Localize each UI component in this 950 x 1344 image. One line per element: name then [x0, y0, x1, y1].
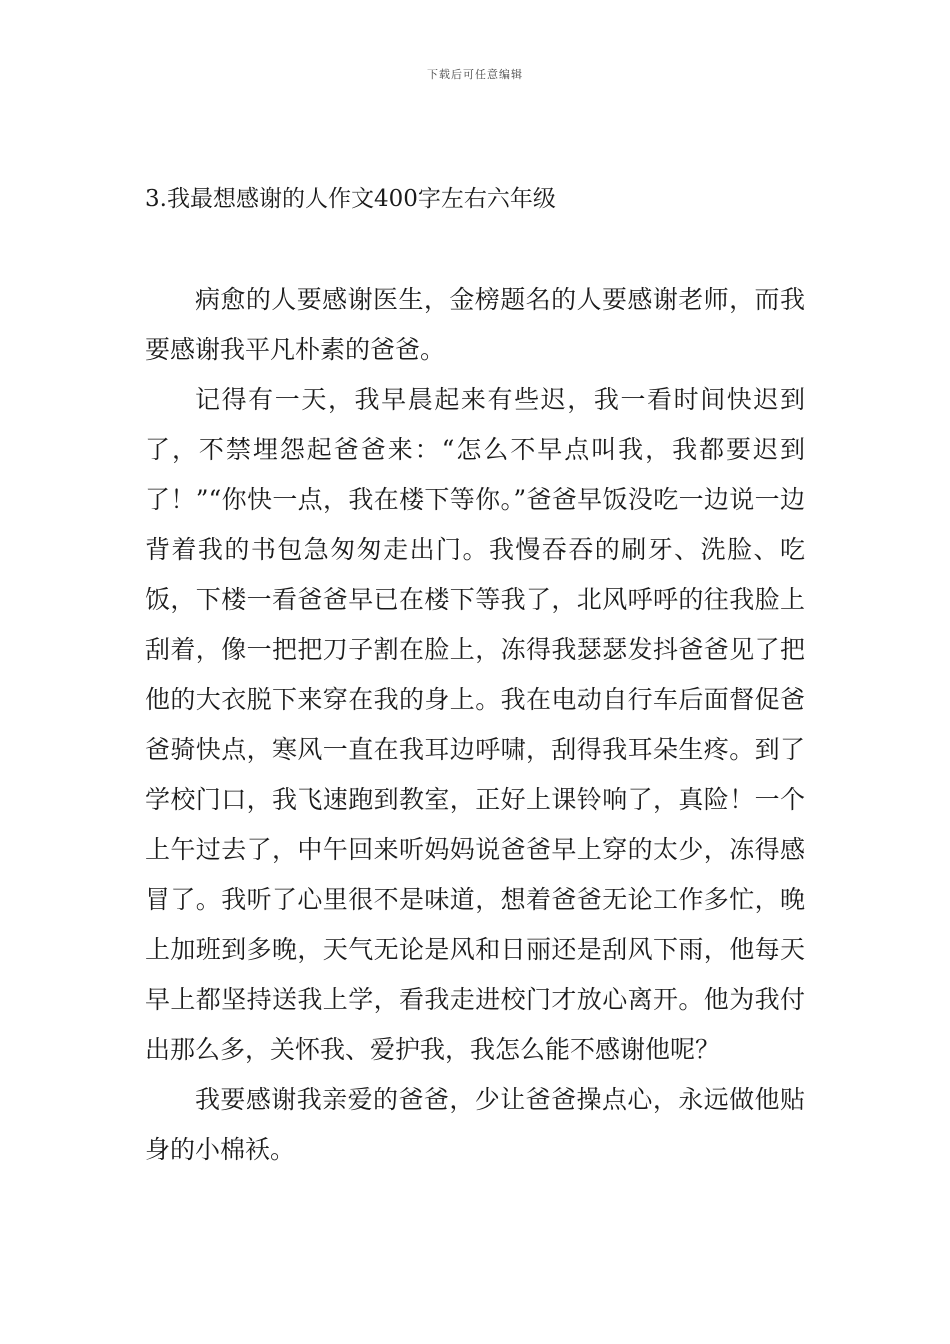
paragraph-story: 记得有一天，我早晨起来有些迟，我一看时间快迟到了，不禁埋怨起爸爸来：“怎么不早点叫我，我都要迟到了！”“你快一点，我在楼下等你。”爸爸早饭没吃一边说一边背着我的书包急匆匆走出门。我慢吞吞的刷牙、洗脸、吃饭，下楼一看爸爸早已在楼下等我了，北风呼呼的往我脸上刮着，像一把把刀子割在脸上，冻得我瑟瑟发抖爸爸见了把他的大衣脱下来穿在我的身上。我在电动自行车后面督促爸爸骑快点，寒风一直在我耳边呼啸，刮得我耳朵生疼。到了学校门口，我飞速跑到教室，正好上课铃响了，真险！一个上午过去了，中午回来听妈妈说爸爸早上穿的太少，冻得感冒了。我听了心里很不是味道，想着爸爸无论工作多忙，晚上加班到多晚，天气无论是风和日丽还是刮风下雨，他每天早上都坚持送我上学，看我走进校门才放心离开。他为我付出那么多，关怀我、爱护我，我怎么能不感谢他呢？: [145, 385, 805, 1064]
document-title: 3.我最想感谢的人作文400字左右六年级: [145, 186, 556, 212]
paragraph-conclusion: 我要感谢我亲爱的爸爸，少让爸爸操点心，永远做他贴身的小棉袄。: [145, 1085, 805, 1164]
document-body: [145, 275, 805, 1175]
paragraph-intro: 病愈的人要感谢医生，金榜题名的人要感谢老师，而我要感谢我平凡朴素的爸爸。: [145, 285, 805, 364]
page-header-note: 下载后可任意编辑: [427, 68, 523, 81]
